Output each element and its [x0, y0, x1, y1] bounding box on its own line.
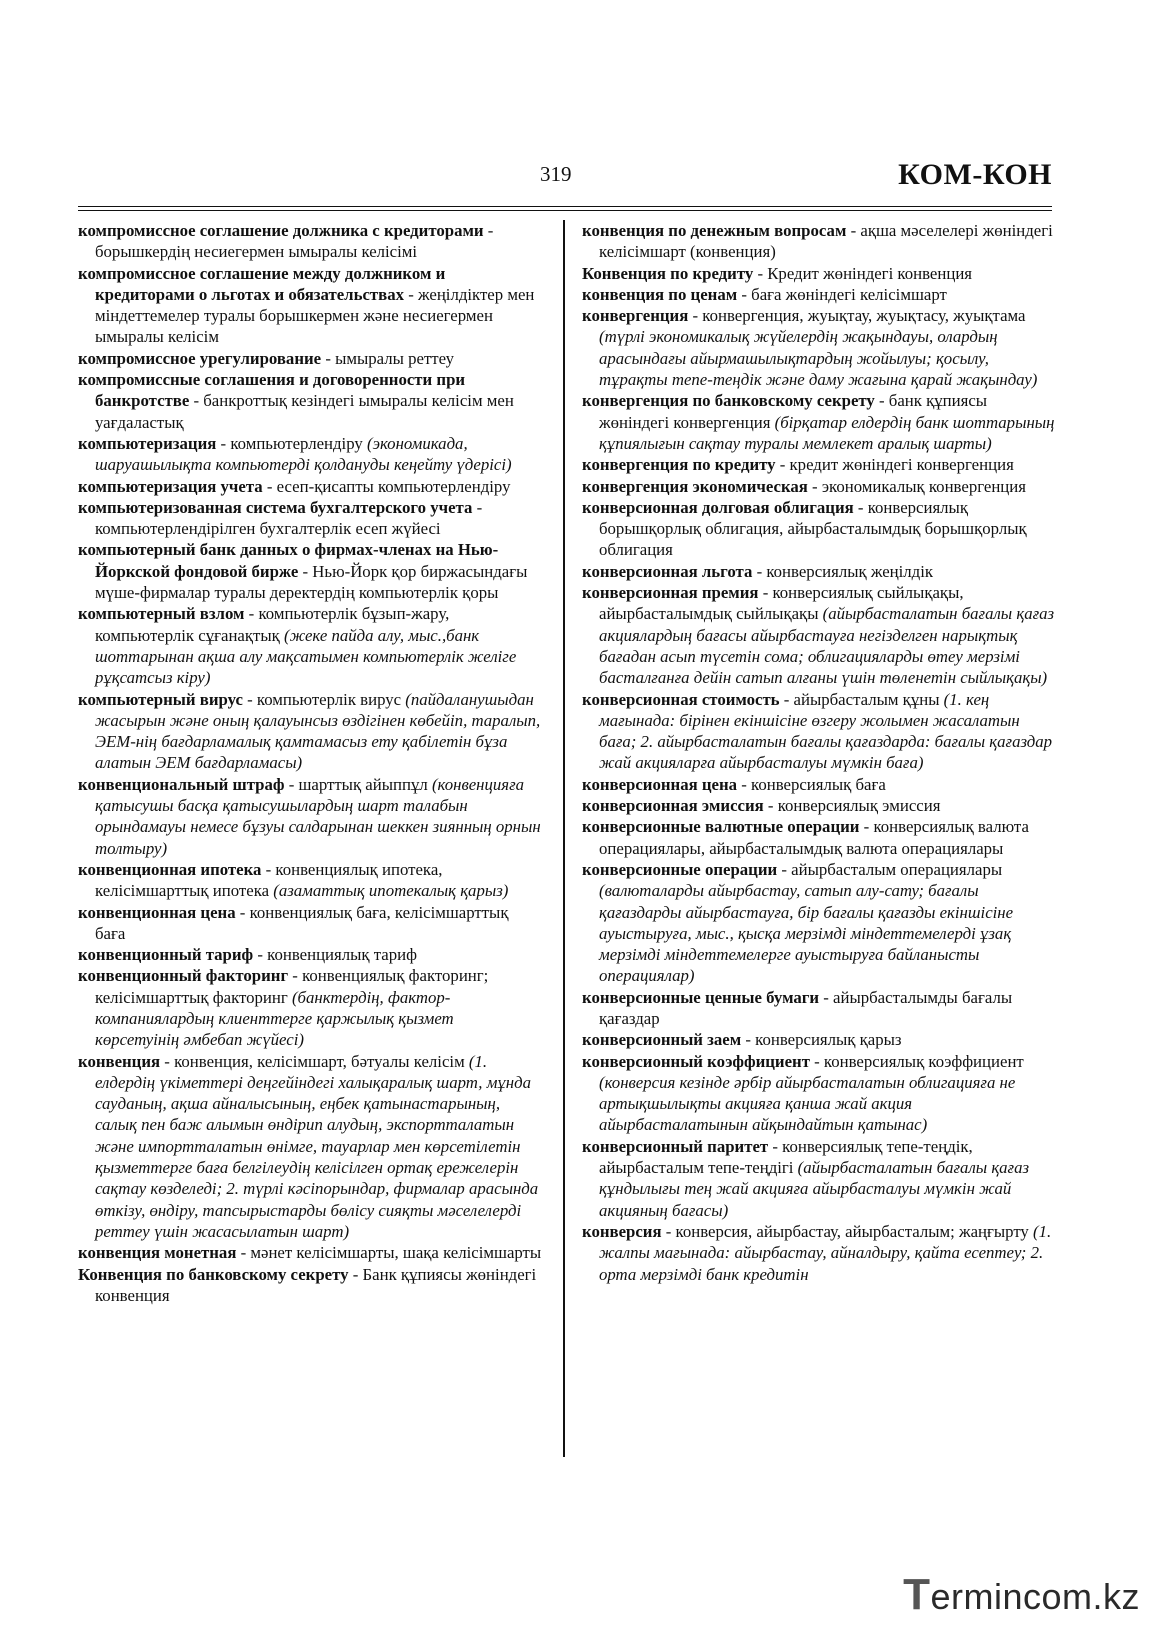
dictionary-entry — [582, 689, 1058, 774]
entry-definition: - конверсиялық валюта операциялары, айырбасталымдық валюта операциялары — [599, 817, 1029, 858]
dictionary-entry — [582, 1051, 1058, 1136]
entry-note: (банктердің, фактор-компаниялардың клиенттерге қаржылық қызмет көрсетуінің әмбебап жүйесі) — [95, 987, 454, 1050]
dictionary-entry — [78, 220, 542, 263]
entry-note: (айырбасталатын бағалы қағаз акциялардың бағасы айырбастауға негізделген нарықтық бағадан асып түсетін сома; облигацияларды өтеу мерзімі басталғанға дейін сатып алғаны үшін төленетін сыйлықақы) — [599, 604, 1055, 688]
dictionary-entry — [78, 476, 542, 497]
entry-term: конверсионный коэффициент — [582, 1051, 810, 1071]
entry-definition: - конвенциялық баға, келісімшарттық баға — [95, 902, 509, 943]
entry-term: конвенция монетная — [78, 1243, 237, 1263]
page-number: 319 — [540, 162, 572, 186]
dictionary-entry — [78, 902, 542, 945]
entry-definition: - жеңілдіктер мен міндеттемелер туралы борышкермен және несиегермен ымыралы келісім — [95, 284, 535, 347]
dictionary-entry — [582, 859, 1058, 987]
dictionary-entry — [582, 476, 1058, 497]
entry-note: (конвенцияға қатысушы басқа қатысушылардың шарт талабын орындамауы немесе бұзуы салдарынан шеккен зиянның орнын толтыру) — [95, 774, 541, 858]
entry-term: конверсионная долговая облигация — [582, 497, 854, 517]
entry-definition: - конверсиялық жеңілдік — [752, 561, 934, 581]
section-title: КОМ-КОН — [898, 158, 1052, 191]
dictionary-entry — [78, 944, 542, 965]
entry-note: (валюталарды айырбастау, сатып алу-сату; бағалы қағаздарды айырбастауға, бір бағалы қағазды екіншісіне ауыстыруға, мыс., қысқа мерзімді міндеттемелерді ұзақ мерзімді міндеттемелерге ауыстыруға байланысты операциялар) — [599, 881, 1014, 986]
entry-note: (экономикада, шаруашылықта компьютерді қолдануды кеңейту үдерісі) — [95, 433, 512, 475]
entry-definition: - банкроттық кезіндегі ымыралы келісім мен уағдаластық — [95, 391, 514, 432]
dictionary-entry — [78, 859, 542, 902]
entry-term: конвенционная цена — [78, 902, 236, 922]
dictionary-entry — [582, 497, 1058, 561]
entry-term: конвенционный тариф — [78, 945, 254, 965]
entry-term: конверсия — [582, 1221, 662, 1241]
entry-term: конверсионная эмиссия — [582, 796, 764, 816]
entry-term: компьютеризация — [78, 433, 217, 453]
entry-term: компромиссное урегулирование — [78, 348, 322, 368]
entry-term: компьютеризация учета — [78, 476, 263, 496]
dictionary-entry — [78, 965, 542, 1050]
entry-definition: - конверсиялық эмиссия — [763, 796, 941, 816]
dictionary-entry — [582, 1136, 1058, 1221]
dictionary-entry — [582, 561, 1058, 582]
entry-definition: - компьютерлік вирус — [242, 689, 406, 709]
entry-definition: - конверсия, айырбастау, айырбасталым; жаңғырту — [661, 1221, 1034, 1241]
dictionary-entry — [78, 689, 542, 774]
entry-term: конверсионный паритет — [582, 1136, 769, 1156]
entry-term: конвенциональный штраф — [78, 774, 285, 794]
dictionary-entry — [582, 582, 1058, 688]
entry-term: компромиссные соглашения и договоренности при банкротстве — [78, 370, 466, 411]
site-watermark — [903, 1570, 1140, 1620]
dictionary-entry — [78, 603, 542, 688]
entry-note: (жеке пайда алу, мыс.,банк шоттарынан ақша алу мақсатымен компьютерлік желіге рұқсатсыз кіру) — [95, 625, 517, 688]
entry-term: конверсионные валютные операции — [582, 817, 860, 837]
entry-term: конвергенция по кредиту — [582, 455, 776, 475]
entry-definition: - айырбасталым операциялары — [777, 859, 1003, 879]
entry-term: Конвенция по кредиту — [582, 263, 754, 283]
entry-term: конверсионные операции — [582, 859, 778, 879]
entry-note: (1. елдердің үкіметтері деңгейіндегі халықаралық шарт, мұнда сауданың, ақша айналысының, еңбек қатынастарының, салық пен баж алымын өндірип алудың, экспортталатын және импортталатын өнімге, тауарлар мен көрсетілетін қызметтерге баға белгілеудің келісілген ортақ ережелерін сақтау көзделеді; 2. түрлі кәсіпорындар, фирмалар арасында өткізу, өндіру, тапсырыстарды бөлісу сияқты мәселелерді реттеу үшін жасасылатын шарт) — [95, 1051, 539, 1241]
dictionary-entry — [78, 263, 542, 348]
entry-definition: - банк құпиясы жөніндегі конвергенция — [599, 391, 988, 432]
entry-term: компромиссное соглашение должника с кредиторами — [78, 221, 484, 240]
dictionary-entry — [78, 539, 542, 603]
entry-term: конверсионная цена — [582, 774, 738, 794]
entry-term: конвенция по ценам — [582, 284, 738, 304]
entry-definition: - экономикалық конвергенция — [807, 476, 1026, 496]
entry-definition: - конверсиялық тепе-теңдік, айырбасталым тепе-теңдігі — [599, 1136, 973, 1178]
entry-note: (түрлі экономикалық жүйелердің жақындауы, олардың арасындағы айырмашылықтардың жойылуы; қосылу, тұрақты тепе-теңдік және даму жағына қарай жақындау) — [599, 327, 1038, 390]
entry-definition: - Кредит жөніндегі конвенция — [753, 263, 973, 283]
entry-term: компьютерный вирус — [78, 689, 243, 709]
entry-term: конверсионные ценные бумаги — [582, 987, 820, 1007]
entry-definition: - компьютерлендірілген бухгалтерлік есеп жүйесі — [95, 497, 483, 539]
left-column — [78, 220, 542, 1306]
entry-term: конверсионная стоимость — [582, 689, 780, 709]
dictionary-entry — [582, 390, 1058, 454]
entry-definition: - конверсиялық баға — [737, 774, 886, 794]
entry-definition: - компьютерлік бұзып-жару, компьютерлік сұғанақтық — [95, 604, 450, 645]
entry-definition: - Нью-Йорк қор биржасындағы мүше-фирмалар туралы деректердің компьютерлік қоры — [95, 561, 528, 603]
dictionary-entry — [582, 795, 1058, 816]
entry-definition: - конвенциялық тариф — [253, 945, 417, 965]
dictionary-entry — [582, 284, 1058, 305]
entry-term: конверсионная премия — [582, 583, 759, 603]
entry-term: компромиссное соглашение между должником и кредиторами о льготах и обязательствах — [78, 263, 446, 304]
entry-definition: - шарттық айыппұл — [284, 774, 432, 794]
dictionary-entry — [78, 369, 542, 433]
dictionary-entry — [582, 305, 1058, 390]
header-rule — [78, 206, 1052, 207]
entry-term: Конвенция по банковскому секрету — [78, 1264, 349, 1284]
entry-term: конвергенция по банковскому секрету — [582, 391, 875, 411]
entry-term: компьютерный банк данных о фирмах-членах на Нью-Йоркской фондовой бирже — [78, 540, 499, 581]
entry-note: (пайдаланушыдан жасырын және оның қалауынсыз өздігінен көбейіп, таралып, ЭЕМ-нің бағдарламалық қамтамасыз ету қабілетін бұза алатын ЭЕМ бағдарламасы) — [95, 689, 541, 773]
column-divider — [563, 220, 565, 1457]
right-column — [582, 220, 1058, 1285]
entry-definition: - конвенциялық ипотека, келісімшарттық ипотека — [95, 859, 443, 901]
entry-definition: - Банк құпиясы жөніндегі конвенция — [95, 1264, 537, 1305]
entry-definition: - конверсиялық коэффициент — [809, 1051, 1024, 1071]
entry-term: конвенция по денежным вопросам — [582, 221, 847, 240]
watermark-t: T — [903, 1570, 931, 1619]
entry-definition: - конвенция, келісімшарт, бәтуалы келісім — [160, 1051, 469, 1071]
entry-term: конвергенция экономическая — [582, 476, 808, 496]
entry-definition: - ақша мәселелері жөніндегі келісімшарт (конвенция) — [599, 221, 1053, 262]
dictionary-entry — [78, 1264, 542, 1307]
dictionary-entry — [582, 1221, 1058, 1285]
entry-definition: - ымыралы реттеу — [321, 348, 455, 368]
entry-term: конверсионная льгота — [582, 561, 753, 581]
dictionary-entry — [78, 774, 542, 859]
entry-term: конвенционный факторинг — [78, 966, 289, 986]
entry-definition: - кредит жөніндегі конвергенция — [775, 455, 1014, 475]
header-rule-thin — [78, 210, 1052, 211]
entry-note: (бірқатар елдердің банк шоттарының құпиялығын сақтау туралы мемлекет аралық шарты) — [599, 412, 1055, 453]
entry-note: (азаматтық ипотекалық қарыз) — [273, 881, 509, 901]
entry-note: (конверсия кезінде әрбір айырбасталатын облигацияға не артықшылықты акцияға қанша жай акция айырбасталатынын айқындайтын қатынас) — [599, 1072, 1016, 1135]
dictionary-entry — [78, 348, 542, 369]
entry-definition: - есеп-қисапты компьютерлендіру — [262, 476, 511, 496]
entry-term: компьютеризованная система бухгалтерского учета — [78, 497, 473, 517]
entry-term: конвергенция — [582, 306, 689, 326]
entry-definition: - конвенциялық факторинг; келісімшарттық факторинг — [95, 966, 489, 1007]
dictionary-entry — [582, 220, 1058, 263]
dictionary-entry — [78, 1051, 542, 1243]
entry-term: конверсионный заем — [582, 1030, 742, 1050]
entry-definition: - баға жөніндегі келісімшарт — [737, 284, 947, 304]
dictionary-entry — [582, 987, 1058, 1030]
entry-definition: - конвергенция, жуықтау, жуықтасу, жуықтама — [688, 306, 1026, 326]
dictionary-entry — [582, 454, 1058, 475]
dictionary-entry — [582, 263, 1058, 284]
entry-note: (1. кең мағынада: бірінен екіншісіне өзгеру жолымен жасалатын баға; 2. айырбасталатын бағалы қағаздарда: бағалы қағаздар жай акцияларға айырбасталуы мүмкін баға) — [599, 689, 1053, 773]
entry-note: (1. жалпы мағынада: айырбастау, айналдыру, қайта есептеу; 2. орта мерзімді банк кредитін — [599, 1221, 1052, 1284]
dictionary-entry — [582, 1029, 1058, 1050]
entry-definition: - конверсиялық сыйлықақы, айырбасталымдық сыйлықақы — [599, 583, 964, 624]
dictionary-entry — [582, 774, 1058, 795]
dictionary-entry — [78, 497, 542, 540]
entry-term: конвенционная ипотека — [78, 859, 262, 879]
entry-definition: - конверсиялық борышқорлық облигация, айырбасталымдық борышқорлық облигация — [599, 497, 1027, 560]
dictionary-entry — [78, 1242, 542, 1263]
entry-term: конвенция — [78, 1051, 161, 1071]
watermark-rest: ermincom.kz — [930, 1576, 1140, 1617]
entry-definition: - борышкердің несиегермен ымыралы келісімі — [95, 221, 494, 262]
entry-term: компьютерный взлом — [78, 604, 245, 624]
entry-definition: - айырбасталым құны — [779, 689, 944, 709]
dictionary-entry — [582, 816, 1058, 859]
entry-definition: - айырбасталымды бағалы қағаздар — [599, 987, 1013, 1028]
entry-definition: - компьютерлендіру — [216, 433, 367, 453]
entry-definition: - мәнет келісімшарты, шақа келісімшарты — [236, 1243, 542, 1263]
entry-note: (айырбасталатын бағалы қағаз құндылығы тең жай акцияға айырбасталуы мүмкін жай акцияның бағасы) — [599, 1158, 1030, 1220]
entry-definition: - конверсиялық қарыз — [741, 1030, 902, 1050]
dictionary-entry — [78, 433, 542, 476]
